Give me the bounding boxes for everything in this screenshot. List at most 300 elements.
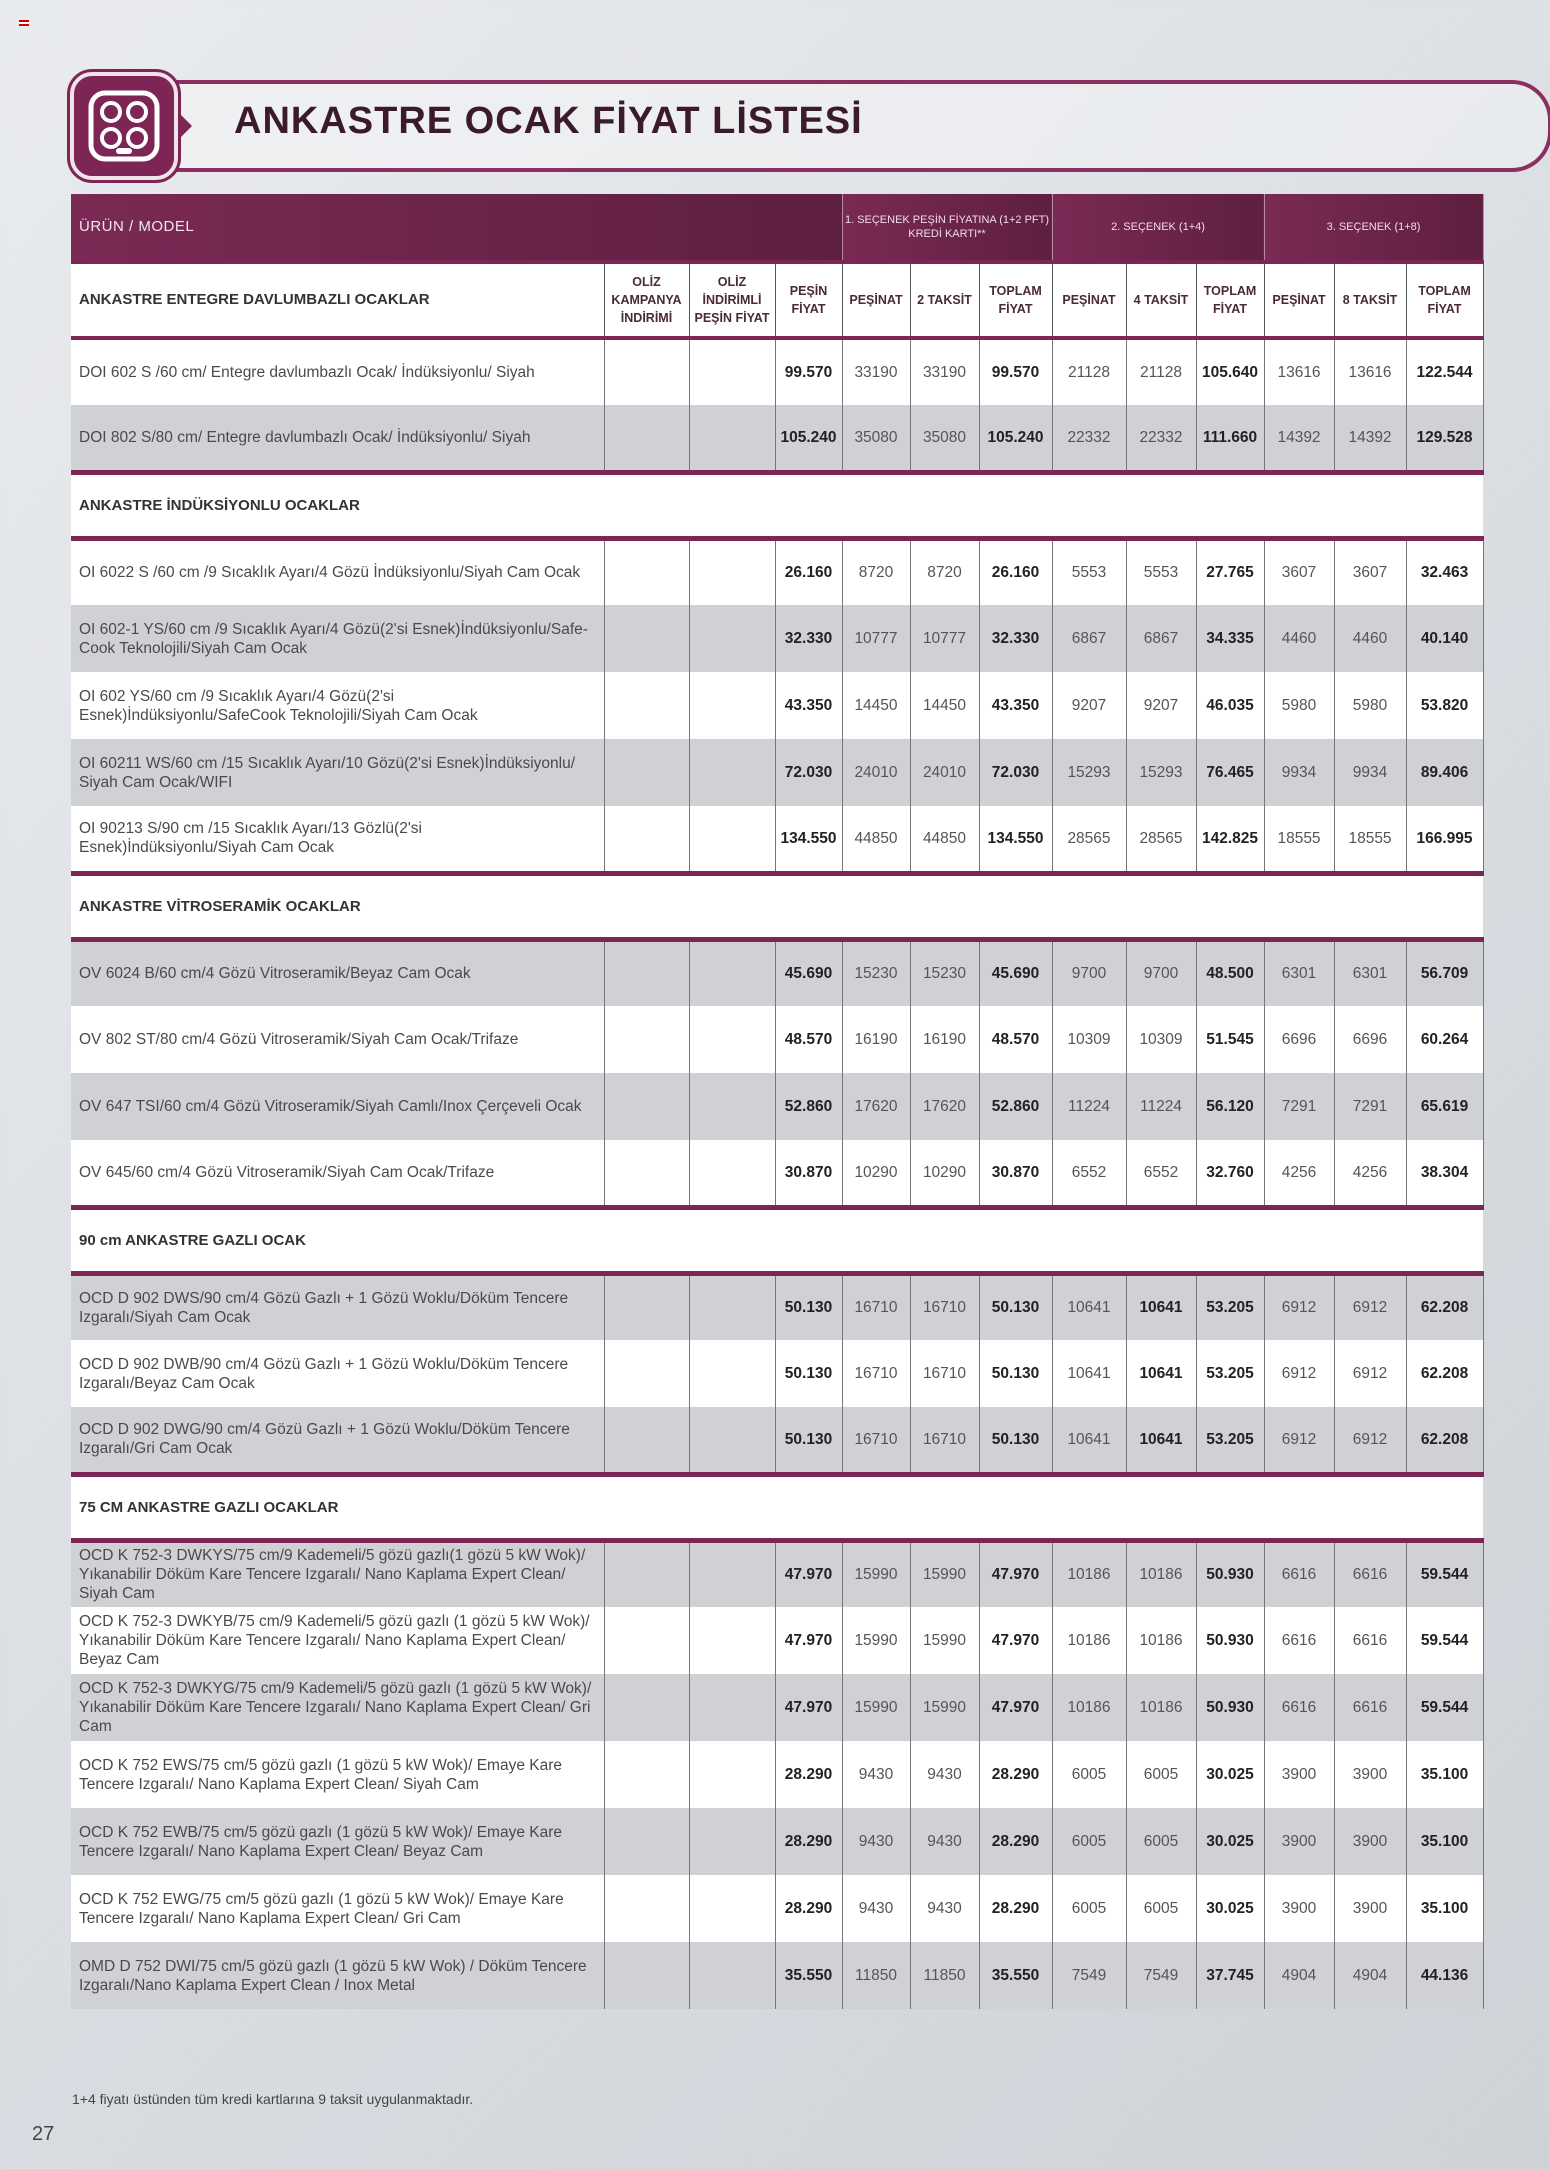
price-cell bbox=[604, 1073, 689, 1140]
column-header: TOPLAM FİYAT bbox=[979, 262, 1052, 338]
table-row bbox=[71, 1407, 1483, 1474]
price-cell: 15230 bbox=[842, 939, 910, 1006]
price-cell: 28565 bbox=[1052, 806, 1126, 873]
product-name: OCD K 752 EWS/75 cm/5 gözü gazlı (1 gözü 5 kW Wok)/ Emaye Kare Tencere Izgaralı/ Nano Kaplama Expert Clean/ Siyah Cam bbox=[71, 1741, 604, 1808]
price-cell: 105.640 bbox=[1196, 338, 1264, 405]
price-cell: 16710 bbox=[842, 1340, 910, 1407]
price-cell: 11850 bbox=[842, 1942, 910, 2009]
option3-header: 3. SEÇENEK (1+8) bbox=[1264, 194, 1483, 262]
price-cell: 15230 bbox=[910, 939, 979, 1006]
price-cell: 32.760 bbox=[1196, 1140, 1264, 1207]
price-cell: 15990 bbox=[910, 1674, 979, 1741]
price-cell bbox=[689, 538, 775, 605]
price-cell: 56.709 bbox=[1406, 939, 1483, 1006]
price-cell: 32.330 bbox=[775, 605, 842, 672]
price-cell: 50.930 bbox=[1196, 1607, 1264, 1674]
price-cell: 10186 bbox=[1126, 1607, 1196, 1674]
price-cell: 10186 bbox=[1126, 1540, 1196, 1607]
price-cell: 47.970 bbox=[775, 1607, 842, 1674]
price-cell: 10186 bbox=[1052, 1607, 1126, 1674]
price-cell: 15990 bbox=[910, 1607, 979, 1674]
column-header: 4 TAKSİT bbox=[1126, 262, 1196, 338]
price-cell: 15990 bbox=[842, 1540, 910, 1607]
price-cell: 50.130 bbox=[979, 1273, 1052, 1340]
price-cell: 9934 bbox=[1334, 739, 1406, 806]
price-cell: 6616 bbox=[1264, 1607, 1334, 1674]
price-cell: 6912 bbox=[1264, 1340, 1334, 1407]
price-cell: 6005 bbox=[1126, 1875, 1196, 1942]
table-row bbox=[71, 1607, 1483, 1674]
price-cell: 53.205 bbox=[1196, 1340, 1264, 1407]
table-row bbox=[71, 538, 1483, 605]
price-cell: 28.290 bbox=[979, 1741, 1052, 1808]
column-header: 2 TAKSİT bbox=[910, 262, 979, 338]
price-cell: 6912 bbox=[1264, 1407, 1334, 1474]
product-name: DOI 602 S /60 cm/ Entegre davlumbazlı Ocak/ İndüksiyonlu/ Siyah bbox=[71, 338, 604, 405]
table-row bbox=[71, 739, 1483, 806]
price-cell: 7549 bbox=[1052, 1942, 1126, 2009]
price-cell: 9934 bbox=[1264, 739, 1334, 806]
price-cell: 134.550 bbox=[775, 806, 842, 873]
table-row bbox=[71, 806, 1483, 873]
price-cell: 10290 bbox=[842, 1140, 910, 1207]
price-cell: 15293 bbox=[1126, 739, 1196, 806]
price-cell: 65.619 bbox=[1406, 1073, 1483, 1140]
price-cell: 10290 bbox=[910, 1140, 979, 1207]
section-title: ANKASTRE ENTEGRE DAVLUMBAZLI OCAKLAR bbox=[71, 262, 604, 338]
price-cell: 111.660 bbox=[1196, 405, 1264, 472]
price-cell: 53.205 bbox=[1196, 1407, 1264, 1474]
price-cell bbox=[689, 1407, 775, 1474]
price-cell: 47.970 bbox=[979, 1540, 1052, 1607]
price-cell: 35.100 bbox=[1406, 1808, 1483, 1875]
price-cell: 8720 bbox=[842, 538, 910, 605]
price-cell: 72.030 bbox=[775, 739, 842, 806]
product-name: OI 90213 S/90 cm /15 Sıcaklık Ayarı/13 Gözlü(2'si Esnek)İndüksiyonlu/Siyah Cam Ocak bbox=[71, 806, 604, 873]
price-cell: 6912 bbox=[1264, 1273, 1334, 1340]
product-name: OCD D 902 DWB/90 cm/4 Gözü Gazlı + 1 Gözü Woklu/Döküm Tencere Izgaralı/Beyaz Cam Ocak bbox=[71, 1340, 604, 1407]
price-cell: 60.264 bbox=[1406, 1006, 1483, 1073]
price-cell: 38.304 bbox=[1406, 1140, 1483, 1207]
price-cell: 7291 bbox=[1334, 1073, 1406, 1140]
product-name: OCD K 752-3 DWKYS/75 cm/9 Kademeli/5 gözü gazlı(1 gözü 5 kW Wok)/ Yıkanabilir Döküm Kare Tencere Izgaralı/ Nano Kaplama Expert Clean/ Siyah Cam bbox=[71, 1540, 604, 1607]
table-row bbox=[71, 605, 1483, 672]
price-cell: 59.544 bbox=[1406, 1540, 1483, 1607]
price-cell: 16710 bbox=[910, 1340, 979, 1407]
column-header: OLİZ KAMPANYA İNDİRİMİ bbox=[604, 262, 689, 338]
price-cell: 5980 bbox=[1264, 672, 1334, 739]
price-cell: 105.240 bbox=[775, 405, 842, 472]
price-cell: 28.290 bbox=[775, 1875, 842, 1942]
price-cell: 18555 bbox=[1334, 806, 1406, 873]
price-cell: 10641 bbox=[1052, 1273, 1126, 1340]
price-cell: 9207 bbox=[1126, 672, 1196, 739]
price-cell: 14450 bbox=[842, 672, 910, 739]
price-cell: 56.120 bbox=[1196, 1073, 1264, 1140]
price-cell: 6301 bbox=[1264, 939, 1334, 1006]
price-cell: 51.545 bbox=[1196, 1006, 1264, 1073]
table-row bbox=[71, 1875, 1483, 1942]
table-row bbox=[71, 1741, 1483, 1808]
price-cell: 62.208 bbox=[1406, 1340, 1483, 1407]
product-name: OV 6024 B/60 cm/4 Gözü Vitroseramik/Beyaz Cam Ocak bbox=[71, 939, 604, 1006]
section-title: 75 CM ANKASTRE GAZLI OCAKLAR bbox=[71, 1474, 1483, 1540]
price-cell: 16710 bbox=[910, 1407, 979, 1474]
price-table bbox=[71, 194, 1484, 2009]
price-cell bbox=[604, 1273, 689, 1340]
table-row bbox=[71, 672, 1483, 739]
table-row bbox=[71, 1540, 1483, 1607]
price-cell bbox=[604, 405, 689, 472]
price-cell: 166.995 bbox=[1406, 806, 1483, 873]
price-cell: 6005 bbox=[1052, 1875, 1126, 1942]
price-cell: 134.550 bbox=[979, 806, 1052, 873]
product-name: DOI 802 S/80 cm/ Entegre davlumbazlı Ocak/ İndüksiyonlu/ Siyah bbox=[71, 405, 604, 472]
price-cell bbox=[689, 939, 775, 1006]
price-cell: 11224 bbox=[1126, 1073, 1196, 1140]
price-cell bbox=[604, 1340, 689, 1407]
price-cell: 15990 bbox=[842, 1674, 910, 1741]
price-cell: 59.544 bbox=[1406, 1674, 1483, 1741]
price-cell: 10641 bbox=[1052, 1340, 1126, 1407]
table-column-header bbox=[71, 262, 1483, 338]
price-cell: 44850 bbox=[842, 806, 910, 873]
product-name: OCD K 752 EWB/75 cm/5 gözü gazlı (1 gözü 5 kW Wok)/ Emaye Kare Tencere Izgaralı/ Nano Kaplama Expert Clean/ Beyaz Cam bbox=[71, 1808, 604, 1875]
price-cell: 47.970 bbox=[775, 1540, 842, 1607]
price-cell: 6616 bbox=[1264, 1540, 1334, 1607]
price-cell: 16710 bbox=[842, 1407, 910, 1474]
price-cell: 59.544 bbox=[1406, 1607, 1483, 1674]
price-cell bbox=[689, 405, 775, 472]
price-cell: 24010 bbox=[842, 739, 910, 806]
price-cell: 35.550 bbox=[979, 1942, 1052, 2009]
product-name: OCD D 902 DWS/90 cm/4 Gözü Gazlı + 1 Gözü Woklu/Döküm Tencere Izgaralı/Siyah Cam Ocak bbox=[71, 1273, 604, 1340]
price-table-container bbox=[71, 194, 1483, 2009]
price-cell: 52.860 bbox=[775, 1073, 842, 1140]
price-cell bbox=[604, 1741, 689, 1808]
product-name: OI 6022 S /60 cm /9 Sıcaklık Ayarı/4 Gözü İndüksiyonlu/Siyah Cam Ocak bbox=[71, 538, 604, 605]
price-cell bbox=[689, 1875, 775, 1942]
price-cell: 3900 bbox=[1334, 1875, 1406, 1942]
price-cell: 32.463 bbox=[1406, 538, 1483, 605]
price-cell: 6301 bbox=[1334, 939, 1406, 1006]
option2-header: 2. SEÇENEK (1+4) bbox=[1052, 194, 1264, 262]
price-cell: 6005 bbox=[1126, 1808, 1196, 1875]
product-name: OI 602-1 YS/60 cm /9 Sıcaklık Ayarı/4 Gözü(2'si Esnek)İndüksiyonlu/Safe-Cook Teknolojili/Siyah Cam Ocak bbox=[71, 605, 604, 672]
price-cell: 33190 bbox=[842, 338, 910, 405]
price-cell: 6912 bbox=[1334, 1273, 1406, 1340]
table-top-header bbox=[71, 194, 1483, 262]
price-cell: 9430 bbox=[910, 1808, 979, 1875]
price-cell: 9430 bbox=[842, 1741, 910, 1808]
price-cell: 33190 bbox=[910, 338, 979, 405]
price-cell: 16190 bbox=[842, 1006, 910, 1073]
price-cell: 28.290 bbox=[775, 1741, 842, 1808]
cooktop-icon bbox=[70, 72, 178, 180]
price-cell bbox=[689, 1140, 775, 1207]
section-title: ANKASTRE İNDÜKSİYONLU OCAKLAR bbox=[71, 472, 1483, 538]
price-cell: 14450 bbox=[910, 672, 979, 739]
price-cell: 27.765 bbox=[1196, 538, 1264, 605]
price-cell: 4904 bbox=[1264, 1942, 1334, 2009]
price-cell: 6005 bbox=[1052, 1741, 1126, 1808]
price-cell: 6552 bbox=[1052, 1140, 1126, 1207]
price-cell: 4460 bbox=[1264, 605, 1334, 672]
price-cell: 4460 bbox=[1334, 605, 1406, 672]
price-cell: 21128 bbox=[1126, 338, 1196, 405]
product-name: OCD K 752-3 DWKYG/75 cm/9 Kademeli/5 gözü gazlı (1 gözü 5 kW Wok)/ Yıkanabilir Döküm Kare Tencere Izgaralı/ Nano Kaplama Expert Clean/ Gri Cam bbox=[71, 1674, 604, 1741]
price-cell: 5980 bbox=[1334, 672, 1406, 739]
price-cell: 53.205 bbox=[1196, 1273, 1264, 1340]
price-cell: 28565 bbox=[1126, 806, 1196, 873]
price-cell bbox=[604, 1607, 689, 1674]
price-cell: 3607 bbox=[1264, 538, 1334, 605]
price-cell: 142.825 bbox=[1196, 806, 1264, 873]
price-cell: 10309 bbox=[1052, 1006, 1126, 1073]
price-cell: 17620 bbox=[910, 1073, 979, 1140]
price-cell: 122.544 bbox=[1406, 338, 1483, 405]
price-cell: 6616 bbox=[1334, 1540, 1406, 1607]
section-title: 90 cm ANKASTRE GAZLI OCAK bbox=[71, 1207, 1483, 1273]
price-cell: 3900 bbox=[1334, 1741, 1406, 1808]
price-cell: 43.350 bbox=[775, 672, 842, 739]
section-header-row bbox=[71, 1474, 1483, 1540]
price-cell: 13616 bbox=[1334, 338, 1406, 405]
column-header: PEŞİNAT bbox=[842, 262, 910, 338]
price-cell: 6616 bbox=[1334, 1674, 1406, 1741]
price-cell: 8720 bbox=[910, 538, 979, 605]
price-cell: 10777 bbox=[842, 605, 910, 672]
section-title: ANKASTRE VİTROSERAMİK OCAKLAR bbox=[71, 873, 1483, 939]
price-cell: 76.465 bbox=[1196, 739, 1264, 806]
price-cell: 37.745 bbox=[1196, 1942, 1264, 2009]
price-cell: 44.136 bbox=[1406, 1942, 1483, 2009]
price-cell: 6696 bbox=[1334, 1006, 1406, 1073]
table-row bbox=[71, 1808, 1483, 1875]
column-header: TOPLAM FİYAT bbox=[1406, 262, 1483, 338]
column-header: OLİZ İNDİRİMLİ PEŞİN FİYAT bbox=[689, 262, 775, 338]
price-cell: 35080 bbox=[910, 405, 979, 472]
price-cell: 14392 bbox=[1264, 405, 1334, 472]
price-cell: 26.160 bbox=[979, 538, 1052, 605]
price-cell bbox=[604, 806, 689, 873]
page-number: 27 bbox=[32, 2123, 55, 2145]
price-cell: 9700 bbox=[1052, 939, 1126, 1006]
table-row bbox=[71, 1674, 1483, 1741]
price-cell bbox=[604, 939, 689, 1006]
price-cell: 48.500 bbox=[1196, 939, 1264, 1006]
price-cell: 10641 bbox=[1126, 1273, 1196, 1340]
table-row bbox=[71, 1006, 1483, 1073]
price-cell: 18555 bbox=[1264, 806, 1334, 873]
price-cell: 3900 bbox=[1264, 1808, 1334, 1875]
price-cell: 62.208 bbox=[1406, 1273, 1483, 1340]
price-cell: 10186 bbox=[1052, 1674, 1126, 1741]
price-cell: 9207 bbox=[1052, 672, 1126, 739]
product-name: OCD K 752-3 DWKYB/75 cm/9 Kademeli/5 gözü gazlı (1 gözü 5 kW Wok)/ Yıkanabilir Döküm Kare Tencere Izgaralı/ Nano Kaplama Expert Clean/ Beyaz Cam bbox=[71, 1607, 604, 1674]
price-cell: 3607 bbox=[1334, 538, 1406, 605]
price-cell bbox=[689, 1340, 775, 1407]
price-cell: 35.100 bbox=[1406, 1875, 1483, 1942]
price-cell: 50.930 bbox=[1196, 1540, 1264, 1607]
section-header-row bbox=[71, 1207, 1483, 1273]
product-name: OI 602 YS/60 cm /9 Sıcaklık Ayarı/4 Gözü(2'si Esnek)İndüksiyonlu/SafeCook Teknolojili/Siyah Cam Ocak bbox=[71, 672, 604, 739]
price-cell: 30.025 bbox=[1196, 1875, 1264, 1942]
column-header: TOPLAM FİYAT bbox=[1196, 262, 1264, 338]
price-cell: 40.140 bbox=[1406, 605, 1483, 672]
price-cell: 28.290 bbox=[775, 1808, 842, 1875]
price-cell: 9430 bbox=[910, 1875, 979, 1942]
column-header: 8 TAKSİT bbox=[1334, 262, 1406, 338]
price-cell: 6912 bbox=[1334, 1340, 1406, 1407]
product-name: OMD D 752 DWI/75 cm/5 gözü gazlı (1 gözü 5 kW Wok) / Döküm Tencere Izgaralı/Nano Kaplama Expert Clean / Inox Metal bbox=[71, 1942, 604, 2009]
price-cell: 50.130 bbox=[979, 1407, 1052, 1474]
price-cell: 5553 bbox=[1126, 538, 1196, 605]
section-header-row bbox=[71, 873, 1483, 939]
price-cell: 10309 bbox=[1126, 1006, 1196, 1073]
price-cell: 16710 bbox=[910, 1273, 979, 1340]
price-cell: 30.870 bbox=[979, 1140, 1052, 1207]
flag-icon bbox=[19, 20, 29, 26]
table-row bbox=[71, 1942, 1483, 2009]
price-cell: 7291 bbox=[1264, 1073, 1334, 1140]
price-cell: 10186 bbox=[1052, 1540, 1126, 1607]
price-cell: 52.860 bbox=[979, 1073, 1052, 1140]
price-cell: 10641 bbox=[1126, 1407, 1196, 1474]
price-cell: 28.290 bbox=[979, 1808, 1052, 1875]
price-cell: 9430 bbox=[842, 1875, 910, 1942]
product-name: OV 647 TSI/60 cm/4 Gözü Vitroseramik/Siyah Camlı/Inox Çerçeveli Ocak bbox=[71, 1073, 604, 1140]
price-cell: 53.820 bbox=[1406, 672, 1483, 739]
price-cell: 45.690 bbox=[775, 939, 842, 1006]
price-cell: 4904 bbox=[1334, 1942, 1406, 2009]
price-cell bbox=[604, 1942, 689, 2009]
price-cell bbox=[604, 605, 689, 672]
price-cell bbox=[689, 1674, 775, 1741]
price-cell bbox=[689, 1607, 775, 1674]
price-cell bbox=[689, 1808, 775, 1875]
price-cell bbox=[689, 1540, 775, 1607]
price-cell bbox=[604, 1140, 689, 1207]
price-cell bbox=[689, 1273, 775, 1340]
title-banner bbox=[70, 72, 1482, 180]
price-cell bbox=[689, 1073, 775, 1140]
price-cell: 50.130 bbox=[979, 1340, 1052, 1407]
price-cell bbox=[604, 538, 689, 605]
price-cell: 72.030 bbox=[979, 739, 1052, 806]
price-cell: 30.025 bbox=[1196, 1741, 1264, 1808]
price-cell: 47.970 bbox=[775, 1674, 842, 1741]
price-cell: 3900 bbox=[1334, 1808, 1406, 1875]
price-cell: 43.350 bbox=[979, 672, 1052, 739]
price-cell: 50.930 bbox=[1196, 1674, 1264, 1741]
price-cell bbox=[604, 1674, 689, 1741]
price-cell: 5553 bbox=[1052, 538, 1126, 605]
price-cell: 6867 bbox=[1126, 605, 1196, 672]
product-name: OCD K 752 EWG/75 cm/5 gözü gazlı (1 gözü 5 kW Wok)/ Emaye Kare Tencere Izgaralı/ Nano Kaplama Expert Clean/ Gri Cam bbox=[71, 1875, 604, 1942]
column-header: PEŞİNAT bbox=[1264, 262, 1334, 338]
price-cell: 22332 bbox=[1052, 405, 1126, 472]
price-cell: 16190 bbox=[910, 1006, 979, 1073]
price-cell: 30.025 bbox=[1196, 1808, 1264, 1875]
price-cell: 48.570 bbox=[775, 1006, 842, 1073]
price-cell: 99.570 bbox=[775, 338, 842, 405]
product-name: OI 60211 WS/60 cm /15 Sıcaklık Ayarı/10 Gözü(2'si Esnek)İndüksiyonlu/ Siyah Cam Ocak/WIFI bbox=[71, 739, 604, 806]
price-cell: 6867 bbox=[1052, 605, 1126, 672]
price-cell bbox=[689, 672, 775, 739]
column-header: PEŞİN FİYAT bbox=[775, 262, 842, 338]
price-cell: 28.290 bbox=[979, 1875, 1052, 1942]
price-cell: 44850 bbox=[910, 806, 979, 873]
price-cell: 50.130 bbox=[775, 1340, 842, 1407]
section-header-row bbox=[71, 472, 1483, 538]
table-row bbox=[71, 1340, 1483, 1407]
price-cell: 7549 bbox=[1126, 1942, 1196, 2009]
price-cell bbox=[689, 806, 775, 873]
banner-arrow-icon bbox=[178, 112, 192, 140]
price-cell: 15990 bbox=[842, 1607, 910, 1674]
price-cell: 34.335 bbox=[1196, 605, 1264, 672]
price-cell: 9700 bbox=[1126, 939, 1196, 1006]
price-cell: 11850 bbox=[910, 1942, 979, 2009]
table-row bbox=[71, 405, 1483, 472]
price-cell: 4256 bbox=[1264, 1140, 1334, 1207]
product-name: OV 802 ST/80 cm/4 Gözü Vitroseramik/Siyah Cam Ocak/Trifaze bbox=[71, 1006, 604, 1073]
page-title: ANKASTRE OCAK FİYAT LİSTESİ bbox=[234, 100, 863, 142]
price-cell: 47.970 bbox=[979, 1607, 1052, 1674]
price-cell: 35.550 bbox=[775, 1942, 842, 2009]
price-cell: 9430 bbox=[910, 1741, 979, 1808]
price-cell: 10641 bbox=[1126, 1340, 1196, 1407]
price-cell bbox=[604, 1808, 689, 1875]
price-cell: 21128 bbox=[1052, 338, 1126, 405]
price-cell bbox=[689, 1006, 775, 1073]
column-header: PEŞİNAT bbox=[1052, 262, 1126, 338]
price-cell: 6912 bbox=[1334, 1407, 1406, 1474]
price-cell bbox=[689, 1942, 775, 2009]
price-cell: 9430 bbox=[842, 1808, 910, 1875]
price-cell: 35080 bbox=[842, 405, 910, 472]
table-row bbox=[71, 939, 1483, 1006]
price-cell: 17620 bbox=[842, 1073, 910, 1140]
product-name: OCD D 902 DWG/90 cm/4 Gözü Gazlı + 1 Gözü Woklu/Döküm Tencere Izgaralı/Gri Cam Ocak bbox=[71, 1407, 604, 1474]
price-cell: 62.208 bbox=[1406, 1407, 1483, 1474]
price-cell: 45.690 bbox=[979, 939, 1052, 1006]
table-row bbox=[71, 1140, 1483, 1207]
table-row bbox=[71, 1273, 1483, 1340]
price-cell: 50.130 bbox=[775, 1407, 842, 1474]
price-cell: 3900 bbox=[1264, 1875, 1334, 1942]
price-cell: 10186 bbox=[1126, 1674, 1196, 1741]
price-cell: 6696 bbox=[1264, 1006, 1334, 1073]
price-cell bbox=[689, 739, 775, 806]
price-cell bbox=[604, 672, 689, 739]
price-cell: 26.160 bbox=[775, 538, 842, 605]
price-cell bbox=[604, 1875, 689, 1942]
price-cell: 6005 bbox=[1052, 1808, 1126, 1875]
price-cell bbox=[689, 338, 775, 405]
price-cell bbox=[604, 338, 689, 405]
product-model-header: ÜRÜN / MODEL bbox=[71, 194, 842, 262]
price-cell: 48.570 bbox=[979, 1006, 1052, 1073]
price-cell: 30.870 bbox=[775, 1140, 842, 1207]
price-cell: 99.570 bbox=[979, 338, 1052, 405]
price-cell: 24010 bbox=[910, 739, 979, 806]
price-cell: 15990 bbox=[910, 1540, 979, 1607]
price-cell: 50.130 bbox=[775, 1273, 842, 1340]
price-cell bbox=[604, 1540, 689, 1607]
price-cell: 32.330 bbox=[979, 605, 1052, 672]
